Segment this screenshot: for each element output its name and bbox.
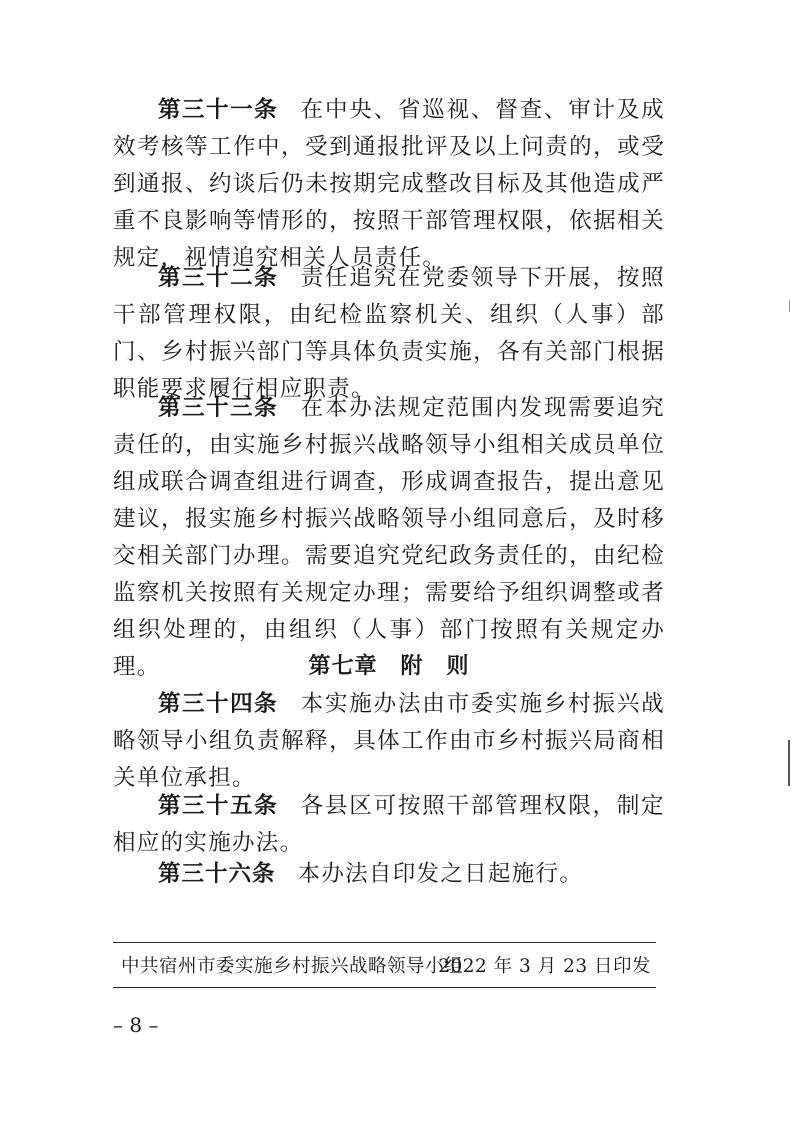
article-33 — [113, 390, 665, 686]
article-number: 第三十二条 — [158, 265, 279, 291]
article-number: 第三十三条 — [158, 395, 279, 421]
footer-issuer: 中共宿州市委实施乡村振兴战略领导小组 — [121, 956, 464, 977]
scan-edge-mark — [789, 300, 790, 312]
article-text: 责任追究在党委领导下开展，按照干部管理权限，由纪检监察机关、组织（人事）部门、乡村振兴部门等具体负责实施，各有关部门根据职能要求履行相应职责。 — [113, 265, 665, 402]
article-32 — [113, 260, 665, 408]
footer-bottom-rule — [113, 987, 656, 988]
article-35 — [113, 788, 665, 862]
article-number: 第三十一条 — [158, 97, 279, 123]
page-number: – 8 – — [113, 1013, 159, 1037]
article-number: 第三十六条 — [158, 861, 276, 887]
article-text: 在本办法规定范围内发现需要追究责任的，由实施乡村振兴战略领导小组相关成员单位组成联合调查组进行调查，形成调查报告，提出意见建议，报实施乡村振兴战略领导小组同意后，及时移交相关部门办理。需要追究党纪政务责任的，由纪检监察机关按照有关规定办理；需要给予组织调整或者组织处理的，由组织（人事）部门按照有关规定办理。 — [113, 395, 665, 680]
article-text: 本办法自印发之日起施行。 — [297, 861, 584, 887]
scan-edge-mark — [788, 740, 790, 786]
article-text: 在中央、省巡视、督查、审计及成效考核等工作中，受到通报批评及以上问责的，或受到通报、约谈后仍未按期完成整改目标及其他造成严重不良影响等情形的，按照干部管理权限，依据相关规定，视情追究相关人员责任。 — [113, 97, 665, 271]
footer-top-rule — [113, 942, 656, 943]
article-34 — [113, 686, 665, 797]
article-text: 各县区可按照干部管理权限，制定相应的实施办法。 — [113, 793, 665, 856]
footer-date: 2022 年 3 月 23 日印发 — [438, 956, 651, 977]
article-number: 第三十四条 — [158, 691, 279, 717]
article-number: 第三十五条 — [158, 793, 279, 819]
article-31 — [113, 92, 665, 277]
article-text: 本实施办法由市委实施乡村振兴战略领导小组负责解释，具体工作由市乡村振兴局商相关单位承担。 — [113, 691, 665, 791]
chapter-title: 第七章 附 则 — [308, 654, 470, 679]
article-36 — [113, 856, 665, 893]
